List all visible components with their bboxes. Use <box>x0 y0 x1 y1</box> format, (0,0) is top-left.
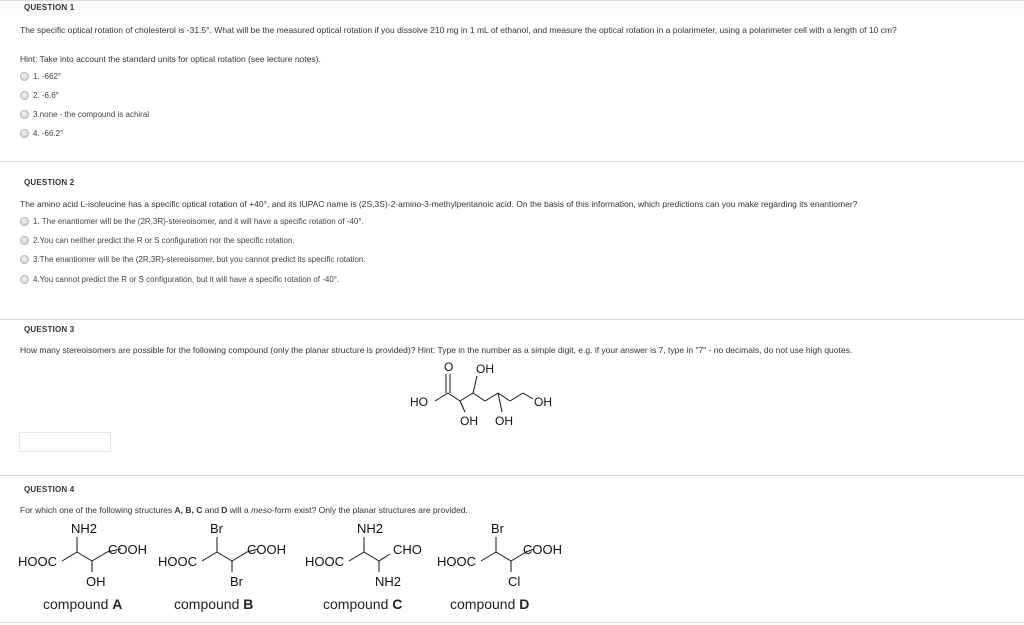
compound-a-structure <box>18 517 168 595</box>
compound-c-bottom: NH2 <box>375 574 402 589</box>
q3-ho-label: HO <box>410 395 428 409</box>
compound-d-left: HOOC <box>437 554 476 569</box>
q1-option-1[interactable] <box>20 71 61 81</box>
question-3-title: QUESTION 3 <box>24 325 75 334</box>
q3-oh-top-label: OH <box>476 362 494 376</box>
compound-a-bottom: OH <box>86 574 106 589</box>
radio-icon[interactable] <box>20 217 29 226</box>
radio-icon[interactable] <box>20 110 29 119</box>
q2-option-3-label: 3.The enantiomer will be the (2R,3R)-stereoisomer, but you cannot predict its specific rotation. <box>33 254 366 264</box>
radio-icon[interactable] <box>20 72 29 81</box>
compound-c-structure <box>305 517 455 595</box>
radio-icon[interactable] <box>20 255 29 264</box>
compound-c-right: CHO <box>393 542 422 557</box>
divider <box>0 319 1024 320</box>
q2-option-1-label: 1. The enantiomer will be the (2R,3R)-stereoisomer, and it will have a specific rotation of -40°. <box>33 216 364 226</box>
compound-b-left: HOOC <box>158 554 197 569</box>
radio-icon[interactable] <box>20 275 29 284</box>
divider <box>0 622 1024 623</box>
compound-b-bottom: Br <box>230 574 243 589</box>
question-2-title: QUESTION 2 <box>24 178 75 187</box>
q3-structure-diagram <box>405 357 575 437</box>
q2-option-4[interactable] <box>20 274 339 284</box>
question-1-text: The specific optical rotation of cholesterol is -31.5°. What will be the measured optical rotation if you dissolve 210 mg in 1 mL of ethanol, and measure the optical rotation in a polarimeter, using a polarimeter cell with a length of 10 cm? <box>20 25 897 35</box>
compound-d-top: Br <box>491 521 504 536</box>
q1-option-2-label: 2. -6.6° <box>33 90 59 100</box>
compound-c-top: NH2 <box>357 521 384 536</box>
compound-c-left: HOOC <box>305 554 344 569</box>
compound-b-top: Br <box>210 521 223 536</box>
q2-option-3[interactable] <box>20 254 366 264</box>
q2-option-2[interactable] <box>20 235 295 245</box>
q1-option-2[interactable] <box>20 90 59 100</box>
q1-option-4[interactable] <box>20 128 63 138</box>
question-1-title: QUESTION 1 <box>24 3 75 12</box>
q2-option-4-label: 4.You cannot predict the R or S configuration, but it will have a specific rotation of -40°. <box>33 274 340 284</box>
compound-b-right: COOH <box>247 542 286 557</box>
radio-icon[interactable] <box>20 236 29 245</box>
radio-icon[interactable] <box>20 91 29 100</box>
compound-a-right: COOH <box>108 542 147 557</box>
question-1-hint: Hint: Take into account the standard units for optical rotation (see lecture notes). <box>20 54 321 64</box>
q3-oh-bottom1-label: OH <box>460 414 478 428</box>
q1-option-3[interactable] <box>20 109 149 119</box>
radio-icon[interactable] <box>20 129 29 138</box>
q2-option-2-label: 2.You can neither predict the R or S configuration nor the specific rotation. <box>33 235 295 245</box>
compound-b-caption: compound B <box>174 596 254 612</box>
q1-option-3-label: 3.none - the compound is achiral <box>33 109 150 119</box>
compound-d-bottom: Cl <box>508 574 521 589</box>
q3-answer-input[interactable] <box>19 432 111 452</box>
question-4-title: QUESTION 4 <box>24 485 75 494</box>
compound-b-structure <box>158 517 308 595</box>
question-1-header <box>0 0 1024 15</box>
q1-option-4-label: 4. -66.2° <box>33 128 64 138</box>
compound-d-structure <box>437 517 587 595</box>
question-3-text: How many stereoisomers are possible for the following compound (only the planar structure is provided)? Hint: Type in the number as a simple digit, e.g. if your answer is 7, type in "7" - no decimals, do not use high quotes. <box>20 345 853 355</box>
divider <box>0 475 1024 476</box>
q1-option-1-label: 1. -662° <box>33 71 62 81</box>
compound-d-right: COOH <box>523 542 562 557</box>
divider <box>0 161 1024 162</box>
q3-oh-bottom2-label: OH <box>495 414 513 428</box>
q3-oh-right-label: OH <box>534 395 552 409</box>
q2-option-1[interactable] <box>20 216 364 226</box>
compound-a-left: HOOC <box>18 554 57 569</box>
compound-d-caption: compound D <box>450 596 530 612</box>
compound-c-caption: compound C <box>323 596 403 612</box>
q3-o-label: O <box>444 360 454 374</box>
question-2-text: The amino acid L-isoleucine has a specific optical rotation of +40°, and its IUPAC name is (2S,3S)-2-amino-3-methylpentanoic acid. On the basis of this information, which predictions can you make regarding its enantiomer? <box>20 199 858 209</box>
compound-a-top: NH2 <box>71 521 98 536</box>
compound-a-caption: compound A <box>43 596 123 612</box>
question-4-text: For which one of the following structures A, B, C and D will a meso-form exist? Only the planar structures are provided. <box>20 505 468 515</box>
